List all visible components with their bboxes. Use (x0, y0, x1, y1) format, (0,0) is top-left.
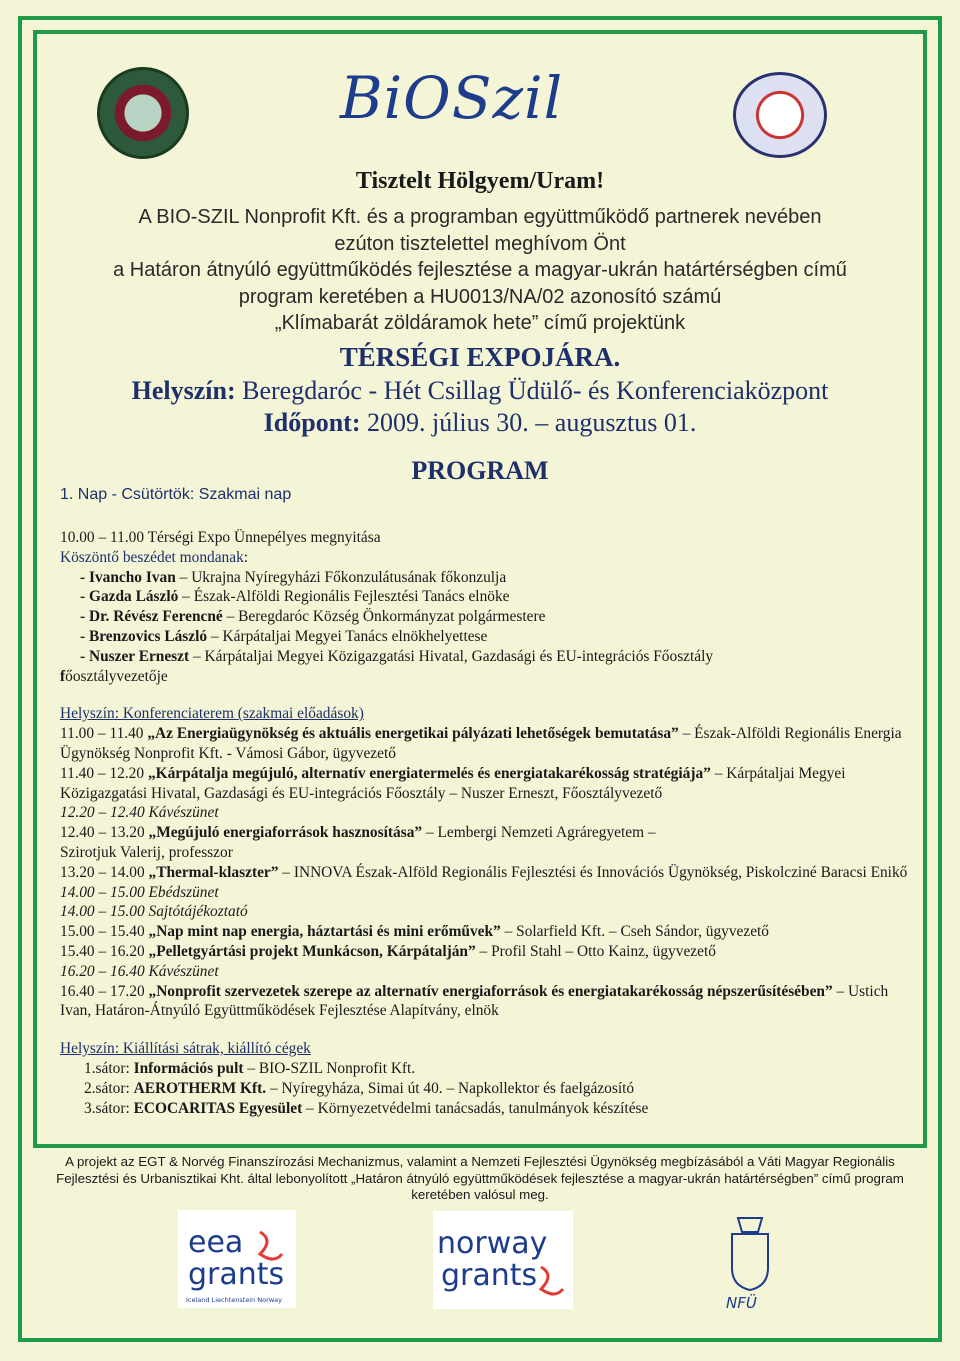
venue-conference-heading: Helyszín: Konferenciaterem (szakmai előadások) (60, 705, 364, 723)
speaker-role: – Beregdaróc Község Önkormányzat polgármestere (222, 608, 546, 626)
nfu-logo (722, 1210, 778, 1312)
eea-word: eea (188, 1225, 244, 1260)
speakers-list (60, 568, 920, 667)
location-label: Helyszín: (131, 376, 236, 405)
talk-speaker: – Ustich Ivan, Határon-Átnyúló Együttműködések Fejlesztése Alapítvány, elnök (60, 982, 889, 1020)
location-line (0, 376, 960, 406)
date-value: 2009. július 30. – augusztus 01. (360, 408, 697, 437)
speaker-role: – Észak-Alföldi Regionális Fejlesztési Tanács elnöke (178, 588, 510, 606)
talk-item (60, 823, 920, 863)
talk-time: 15.00 – 15.40 (60, 923, 149, 941)
talk-item (60, 863, 920, 883)
speaker-tail (60, 667, 920, 687)
talk-item (60, 942, 920, 962)
talk-time: 13.20 – 14.00 (60, 863, 149, 881)
talk-time: 12.40 – 13.20 (60, 824, 149, 842)
intro-line: ezúton tisztelettel meghívom Önt (334, 232, 626, 255)
talk-item (60, 764, 920, 804)
talks-list (60, 724, 920, 1021)
speaker-role: – Kárpátaljai Megyei Tanács elnökhelyettese (207, 627, 488, 645)
break-text: 12.20 – 12.40 Kávészünet (60, 804, 219, 822)
intro-line: „Klímabarát zöldáramok hete” című projektünk (274, 312, 686, 334)
tent-exhibitor: ECOCARITAS Egyesület (133, 1099, 303, 1117)
partner-seal-logo (733, 72, 827, 158)
talk-title: „Thermal-klaszter” (148, 863, 279, 881)
speaker-item (60, 647, 920, 667)
red-swirl-icon (260, 1232, 282, 1259)
talk-title: „Nonprofit szervezetek szerepe az alternatív energiaforrások és energiatakarékosság népszerűsítésében” (148, 982, 833, 1000)
talk-time: 11.00 – 11.40 (60, 725, 148, 743)
eea-grants-logo (178, 1210, 296, 1308)
speakers-heading: Köszöntő beszédet mondanak: (60, 548, 249, 566)
norway-grants-graphic (433, 1211, 573, 1309)
talk-title: „Kárpátalja megújuló, alternatív energiatermelés és energiatakarékosság stratégiája” (147, 764, 711, 782)
talk-item (60, 922, 920, 942)
talk-time: 11.40 – 12.20 (60, 764, 148, 782)
break-text: 14.00 – 15.00 Ebédszünet (60, 883, 219, 901)
break-item (60, 902, 920, 922)
norway-grants-logo (433, 1211, 573, 1309)
talk-time: 15.40 – 16.20 (60, 942, 149, 960)
nfu-word: NFÜ (726, 1294, 757, 1312)
intro-text (60, 204, 900, 337)
crown-icon (738, 1218, 762, 1232)
break-item (60, 962, 920, 982)
tent-number: 3.sátor: (84, 1099, 134, 1117)
speaker-item (60, 627, 920, 647)
tent-description: – Környezetvédelmi tanácsadás, tanulmányok készítése (302, 1099, 649, 1117)
speaker-tail-text: őosztályvezetője (65, 667, 168, 685)
talk-time: 16.40 – 17.20 (60, 982, 149, 1000)
speaker-tail-bold: f (60, 667, 66, 685)
speaker-name: - Nuszer Erneszt (80, 647, 190, 665)
eea-tagline: Iceland Liechtenstein Norway (186, 1296, 282, 1304)
talk-speaker: – Kárpátaljai Megyei Közigazgatási Hivatal, Gazdasági és EU-integrációs Főosztály – Nuszer Erneszt, Főosztályvezető (60, 764, 846, 802)
break-item (60, 883, 920, 903)
location-value: Beregdaróc - Hét Csillag Üdülő- és Konferenciaközpont (235, 376, 829, 405)
tent-item (60, 1079, 920, 1099)
talk-speaker: – Lembergi Nemzeti Agráregyetem – Szirotjuk Valerij, professzor (60, 824, 656, 861)
opening-line: 10.00 – 11.00 Térségi Expo Ünnepélyes megnyitása (60, 529, 381, 546)
intro-line: A BIO-SZIL Nonprofit Kft. és a programban együttműködő partnerek nevében (138, 206, 822, 228)
speaker-name: - Brenzovics László (80, 627, 208, 645)
program-title: PROGRAM (411, 456, 549, 485)
tent-description: – Nyíregyháza, Simai út 40. – Napkollektor és faelgázosító (266, 1079, 635, 1097)
intro-line: program keretében a HU0013/NA/02 azonosító számú (238, 285, 722, 308)
talk-item (60, 724, 920, 764)
tent-exhibitor: Információs pult (133, 1059, 244, 1077)
grants-word: grants (441, 1258, 538, 1293)
speaker-item (60, 568, 920, 588)
tent-description: – BIO-SZIL Nonprofit Kft. (243, 1059, 416, 1077)
tents-list (60, 1059, 920, 1118)
talk-speaker: – Profil Stahl – Otto Kainz, ügyvezető (475, 942, 716, 960)
program-body (60, 528, 920, 1118)
speaker-item (60, 587, 920, 607)
tent-item (60, 1099, 920, 1119)
tent-number: 1.sátor: (84, 1059, 134, 1077)
talk-item (60, 982, 920, 1022)
break-text: 16.20 – 16.40 Kávészünet (60, 962, 219, 980)
break-item (60, 803, 920, 823)
break-text: 14.00 – 15.00 Sajtótájékoztató (60, 903, 248, 921)
talk-title: „Megújuló energiaforrások hasznosítása” (148, 824, 423, 842)
venue-tents-heading: Helyszín: Kiállítási sátrak, kiállító cégek (60, 1040, 311, 1058)
talk-speaker: – INNOVA Észak-Alföld Regionális Fejlesztési és Innovációs Ügynökség, Piskolcziné Baracsi Enikő (278, 863, 908, 881)
nfu-graphic (722, 1210, 778, 1312)
bioszil-logo: BiOSzil (340, 64, 564, 132)
tent-number: 2.sátor: (84, 1079, 134, 1097)
association-seal-logo (97, 67, 189, 159)
speaker-role: – Ukrajna Nyíregyházi Főkonzulátusának főkonzulja (175, 568, 507, 586)
talk-title: „Pelletgyártási projekt Munkácson, Kárpátalján” (148, 942, 476, 960)
greeting: Tisztelt Hölgyem/Uram! (355, 168, 605, 194)
day-heading: 1. Nap - Csütörtök: Szakmai nap (60, 486, 292, 503)
intro-line: a Határon átnyúló együttműködés fejlesztése a magyar-ukrán határtérségben című (113, 259, 847, 281)
speaker-name: - Gazda László (80, 588, 179, 606)
red-swirl-icon (541, 1267, 563, 1294)
talk-speaker: – Solarfield Kft. – Cseh Sándor, ügyvezető (500, 923, 770, 941)
tent-item (60, 1059, 920, 1079)
talk-speaker: – Észak-Alföldi Regionális Energia Ügynökség Nonprofit Kft. - Vámosi Gábor, ügyvezető (60, 725, 902, 762)
speakers-label: Köszöntő beszédet mondanak (60, 548, 244, 566)
speaker-role: – Kárpátaljai Megyei Közigazgatási Hivatal, Gazdasági és EU-integrációs Főosztály (189, 647, 714, 665)
expo-title: TÉRSÉGI EXPOJÁRA. (339, 342, 621, 372)
speaker-name: - Ivancho Ivan (80, 568, 176, 586)
speaker-name: - Dr. Révész Ferencné (80, 608, 223, 626)
date-line (0, 408, 960, 438)
talk-title: „Az Energiaügynökség és aktuális energetikai pályázati lehetőségek bemutatása” (147, 725, 679, 743)
coat-of-arms-icon (732, 1234, 768, 1290)
talk-title: „Nap mint nap energia, háztartási és mini erőművek” (148, 923, 501, 941)
tent-exhibitor: AEROTHERM Kft. (133, 1079, 267, 1097)
grants-word: grants (188, 1257, 285, 1292)
eea-grants-graphic (178, 1210, 296, 1308)
norway-word: norway (437, 1226, 548, 1261)
footer-note: A projekt az EGT & Norvég Finanszírozási Mechanizmus, valamint a Nemzeti Fejlesztési Ügynökség megbízásából a Váti Magyar Regionális Fejlesztési és Urbanisztikai Kht. által lebonyolított „Határon átnyúló együttműködések fejlesztése a magyar-ukrán határtérségben” című program keretében valósul meg. (56, 1154, 904, 1202)
date-label: Időpont: (263, 408, 361, 437)
speaker-item (60, 607, 920, 627)
